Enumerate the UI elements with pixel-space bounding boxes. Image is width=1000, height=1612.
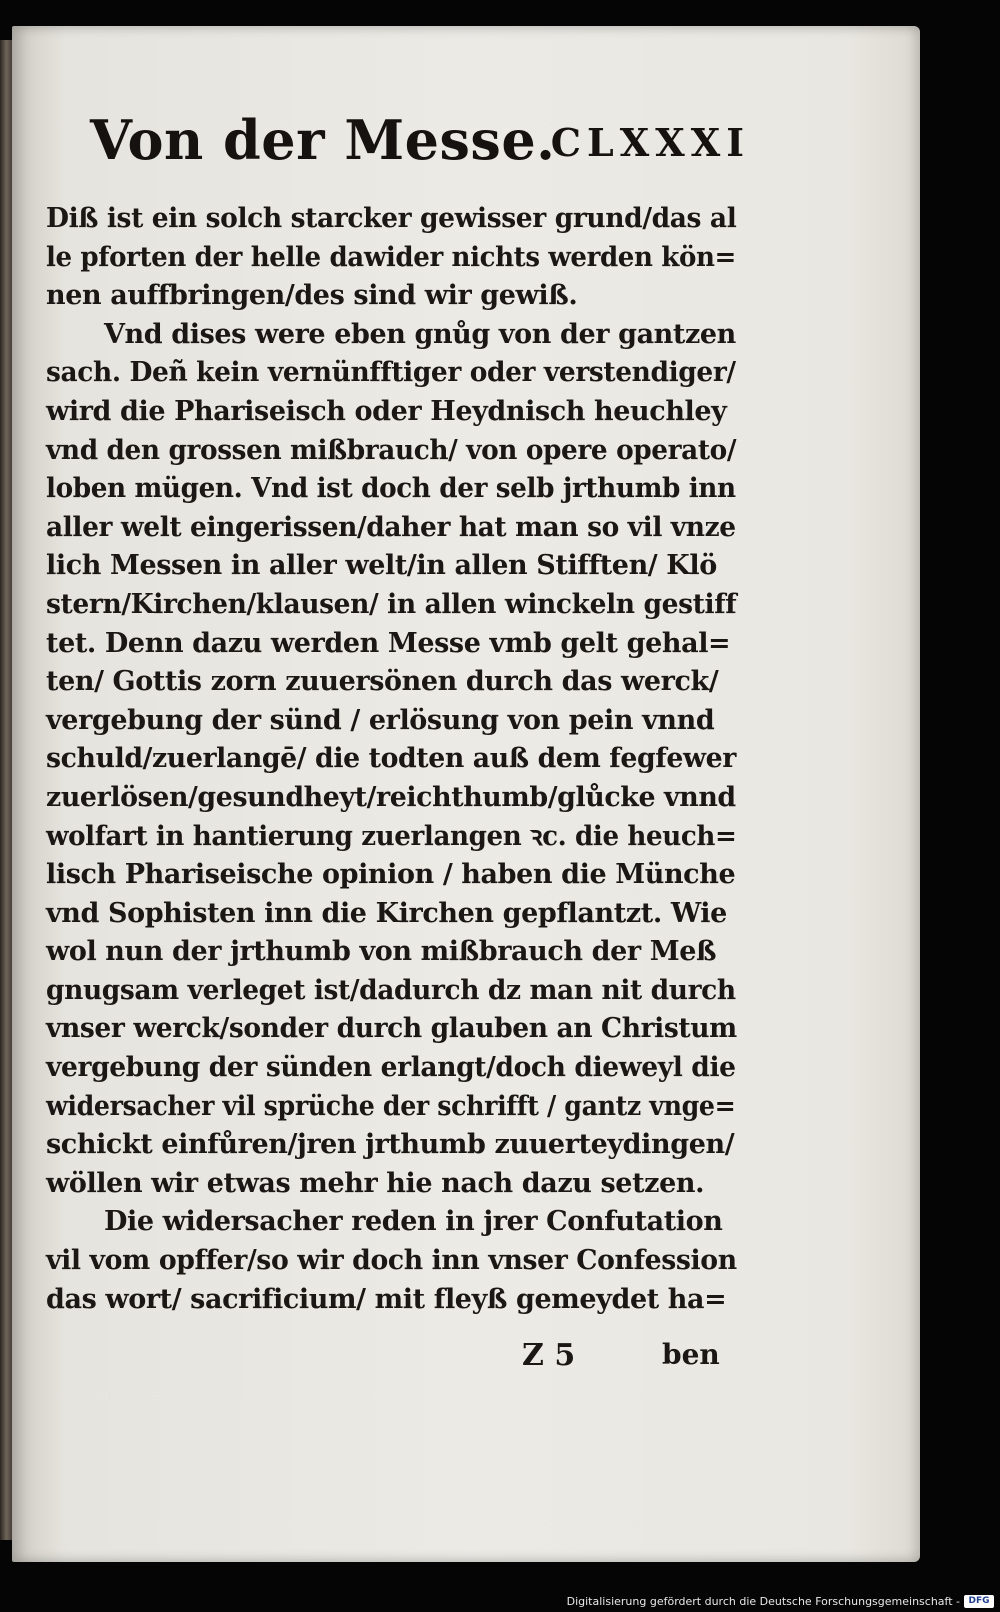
text-line: vergebung der sünden erlangt/doch dieweyl die (46, 1052, 736, 1084)
dfg-logo-icon: DFG (964, 1595, 994, 1608)
text-line: vnd Sophisten inn die Kirchen gepflantzt. Wie (46, 897, 727, 929)
page-header (90, 108, 750, 198)
catchword: ben (662, 1338, 720, 1371)
folio-number: CLXXXI (550, 120, 750, 165)
text-line: vnser werck/sonder durch glauben an Christum (46, 1013, 737, 1045)
footer-bar (0, 1590, 1000, 1612)
text-line: Diß ist ein solch starcker gewisser grund/das al (46, 203, 737, 234)
text-line: le pforten der helle dawider nichts werden kön= (46, 241, 737, 273)
text-line: widersacher vil sprüche der schrifft / gantz vnge= (46, 1090, 736, 1122)
text-line: tet. Denn dazu werden Messe vmb gelt gehal= (46, 627, 731, 659)
text-line: wöllen wir etwas mehr hie nach dazu setzen. (46, 1167, 705, 1199)
text-line: stern/Kirchen/klausen/ in allen winckeln gestiff (46, 588, 737, 620)
text-line: das wort/ sacrificium/ mit fleyß gemeydet ha= (46, 1283, 727, 1315)
text-line: vil vom opffer/so wir doch inn vnser Confession (46, 1245, 737, 1277)
text-line: schuld/zuerlangē/ die todten auß dem fegfewer (46, 743, 736, 775)
text-line: zuerlösen/gesundheyt/reichthumb/glůcke vnnd (46, 781, 736, 813)
text-line: wolfart in hantierung zuerlangen ꝛc. die heuch= (46, 820, 737, 852)
body-text (46, 200, 746, 1319)
text-line: aller welt eingerissen/daher hat man so vil vnze (46, 511, 736, 543)
text-line: lich Messen in aller welt/in allen Stifften/ Klö (46, 550, 717, 582)
text-line: wol nun der jrthumb von mißbrauch der Meß (46, 936, 717, 968)
text-line: lisch Phariseische opinion / haben die Münche (46, 859, 736, 891)
text-line: loben mügen. Vnd ist doch der selb jrthumb inn (46, 473, 736, 505)
signature-mark: Z 5 (522, 1338, 576, 1373)
text-line: nen auffbringen/des sind wir gewiß. (46, 280, 578, 312)
text-line: vergebung der sünd / erlösung von pein vnnd (46, 704, 715, 736)
text-line: ten/ Gottis zorn zuuersönen durch das werck/ (46, 666, 719, 698)
text-line: vnd den grossen mißbrauch/ von opere operato/ (46, 434, 737, 466)
text-line: wird die Phariseisch oder Heydnisch heuchley (46, 395, 727, 427)
text-line: Die widersacher reden in jrer Confutation (104, 1206, 723, 1238)
text-line: schickt einfůren/jren jrthumb zuuerteydingen/ (46, 1129, 735, 1161)
text-line: Vnd dises were eben gnůg von der gantzen (104, 318, 736, 350)
text-line: sach. Deñ kein vernünfftiger oder verstendiger/ (46, 357, 736, 389)
funding-credit: Digitalisierung gefördert durch die Deutsche Forschungsgemeinschaft - (566, 1595, 960, 1608)
running-title: Von der Messe. (90, 108, 556, 172)
text-line: gnugsam verleget ist/dadurch dz man nit durch (46, 974, 736, 1006)
